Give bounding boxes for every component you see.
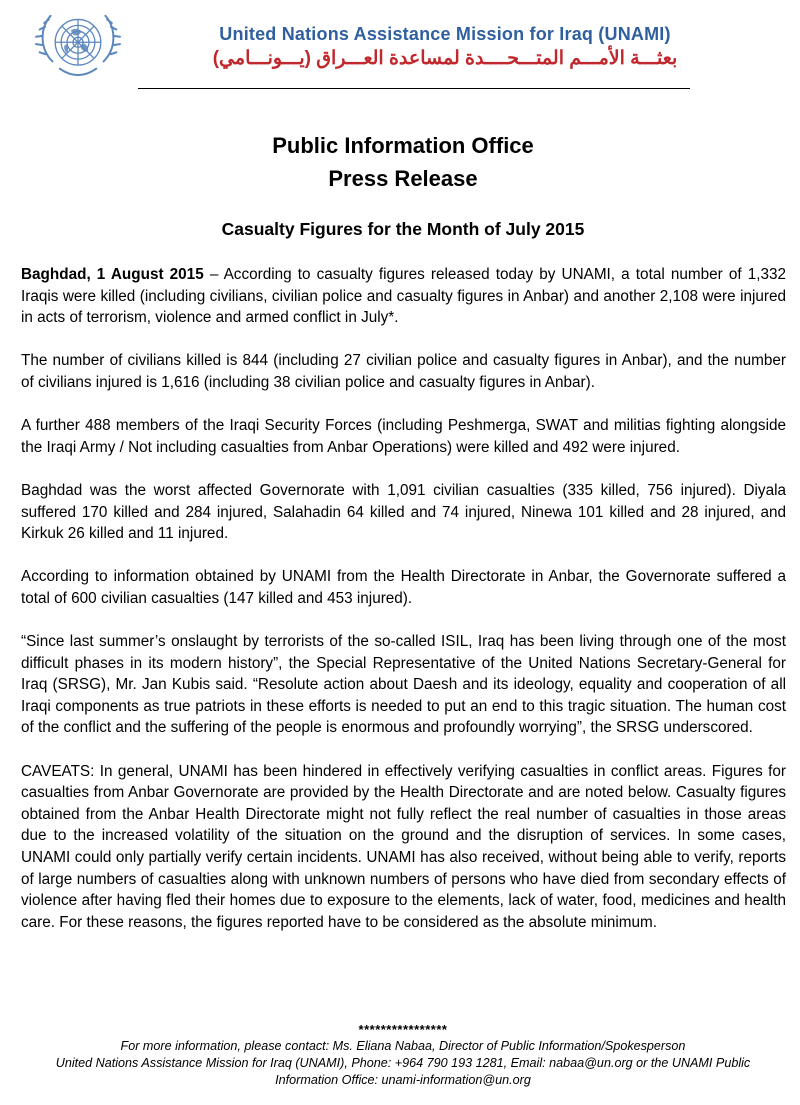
paragraph-srsg-quote: “Since last summer’s onslaught by terrorists of the so-called ISIL, Iraq has been living through one of the most difficult phases in its modern history”, the Special Representative of the United Nations Secretary-General for Iraq (SRSG), Mr. Jan Kubis said. “Resolute action about Daesh and its ideology, equality and cooperation of all Iraqi components as true patriots in these efforts is needed to put an end to this tragic situation. The human cost of the conflict and the suffering of the people is enormous and profoundly worrying”, the SRSG underscored.	[21, 633, 786, 737]
paragraph-governorates: Baghdad was the worst affected Governorate with 1,091 civilian casualties (335 killed, 756 injured). Diyala suffered 170 killed and 284 injured, Salahadin 64 killed and 74 injured, Ninewa 101 killed and 28 injured, and Kirkuk 26 killed and 11 injured.	[21, 481, 786, 543]
contact-footer	[0, 1021, 800, 1089]
letterhead-divider	[138, 88, 690, 89]
organization-name-english: United Nations Assistance Mission for Iraq (UNAMI)	[219, 24, 671, 44]
footer-contact-line: Information Office: unami-information@un.org	[275, 1073, 531, 1087]
paragraph-anbar: According to information obtained by UNAMI from the Health Directorate in Anbar, the Governorate suffered a total of 600 civilian casualties (147 killed and 453 injured).	[21, 568, 786, 607]
organization-name-arabic: بعثـــة الأمـــم المتـــحــــدة لمساعدة العـــراق (يـــونـــامي)	[212, 48, 678, 69]
press-release-subject: Casualty Figures for the Month of July 2015	[221, 219, 585, 239]
footer-contact-line: United Nations Assistance Mission for Iraq (UNAMI), Phone: +964 790 193 1281, Email: nabaa@un.org or the UNAMI Public	[55, 1056, 751, 1070]
paragraph-lead	[21, 264, 786, 329]
paragraph-security-forces: A further 488 members of the Iraqi Security Forces (including Peshmerga, SWAT and militias fighting alongside the Iraqi Army / Not including casualties from Anbar Operations) were killed and 492 were injured.	[21, 417, 786, 456]
press-release-body	[21, 264, 786, 955]
document-type: Press Release	[328, 166, 478, 191]
document-title	[0, 129, 800, 195]
paragraph-civilians: The number of civilians killed is 844 (including 27 civilian police and casualty figures in Anbar), and the number of civilians injured is 1,616 (including 38 civilian police and casualty figures in Anbar).	[21, 352, 786, 391]
office-name: Public Information Office	[272, 133, 534, 158]
lead-text: – According to casualty figures released today by UNAMI, a total number of 1,332 Iraqis were killed (including civilians, civilian police and casualty figures in Anbar) and another 2,108 were injured in acts of terrorism, violence and armed conflict in July*.	[21, 266, 786, 327]
paragraph-caveats: CAVEATS: In general, UNAMI has been hindered in effectively verifying casualties in conflict areas. Figures for casualties from Anbar Governorate are provided by the Health Directorate and are noted below. Casualty figures obtained from the Anbar Health Directorate might not fully reflect the real number of casualties in those areas due to the increased volatility of the situation on the ground and the disruption of services. In some cases, UNAMI could only partially verify certain incidents. UNAMI has also received, without being able to verify, reports of large numbers of casualties along with unknown numbers of persons who have died from secondary effects of violence after having fled their homes due to exposure to the elements, lack of water, food, medicines and health care. For these reasons, the figures reported have to be considered as the absolute minimum.	[21, 762, 786, 931]
un-emblem-icon	[32, 3, 124, 87]
footer-separator: ****************	[358, 1022, 448, 1037]
footer-contact-line: For more information, please contact: Ms. Eliana Nabaa, Director of Public Information/Spokesperson	[120, 1039, 686, 1053]
letterhead	[0, 0, 800, 95]
dateline: Baghdad, 1 August 2015	[21, 266, 204, 283]
